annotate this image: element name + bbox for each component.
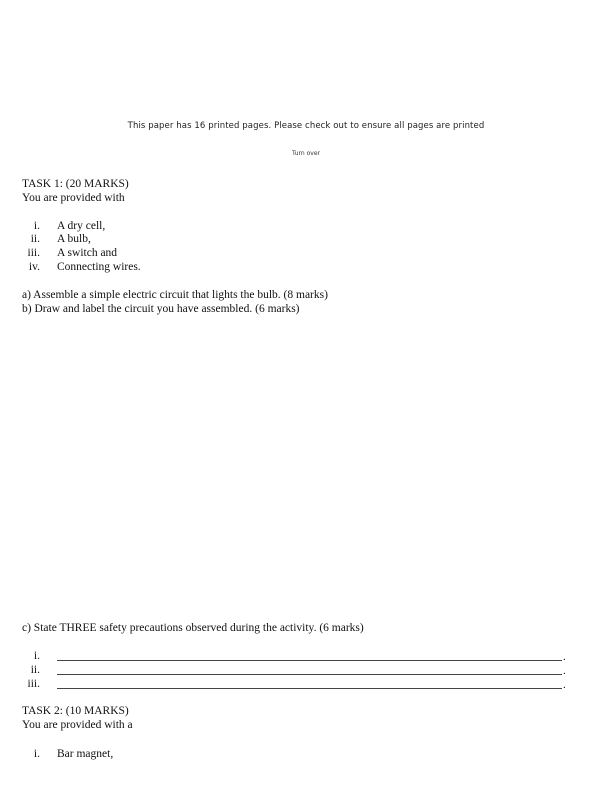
list-item-number: i. [33,748,40,760]
question-b: b) Draw and label the circuit you have assembled. (6 marks) [22,303,300,315]
answer-line-end: . [563,679,566,691]
list-item-text: A bulb, [57,233,91,245]
list-item-text: A switch and [57,247,118,259]
list-item-number: iv. [28,261,40,273]
task1-intro: You are provided with [22,192,125,204]
answer-line-number: iii. [27,678,40,690]
answer-blank[interactable] [57,660,562,661]
answer-blank[interactable] [57,688,562,689]
list-item-text: Connecting wires. [57,261,141,273]
question-a: a) Assemble a simple electric circuit that lights the bulb. (8 marks) [22,289,328,301]
list-item-text: Bar magnet, [57,748,114,760]
answer-line-end: . [563,651,566,663]
drawing-space[interactable] [22,330,582,610]
task2-intro: You are provided with a [22,719,133,731]
list-item-text: A dry cell, [57,220,106,232]
answer-line-end: . [563,665,566,677]
task1-title: TASK 1: (20 MARKS) [22,178,129,190]
question-c: c) State THREE safety precautions observed during the activity. (6 marks) [22,622,364,634]
list-item-number: ii. [30,233,40,245]
turn-over-note: Turn over [291,150,320,157]
answer-line-number: i. [33,650,40,662]
list-item-number: i. [33,220,40,232]
answer-blank[interactable] [57,674,562,675]
page-notice: This paper has 16 printed pages. Please check out to ensure all pages are printed [127,121,485,131]
task2-title: TASK 2: (10 MARKS) [22,705,129,717]
answer-line-number: ii. [30,664,40,676]
list-item-number: iii. [27,247,40,259]
